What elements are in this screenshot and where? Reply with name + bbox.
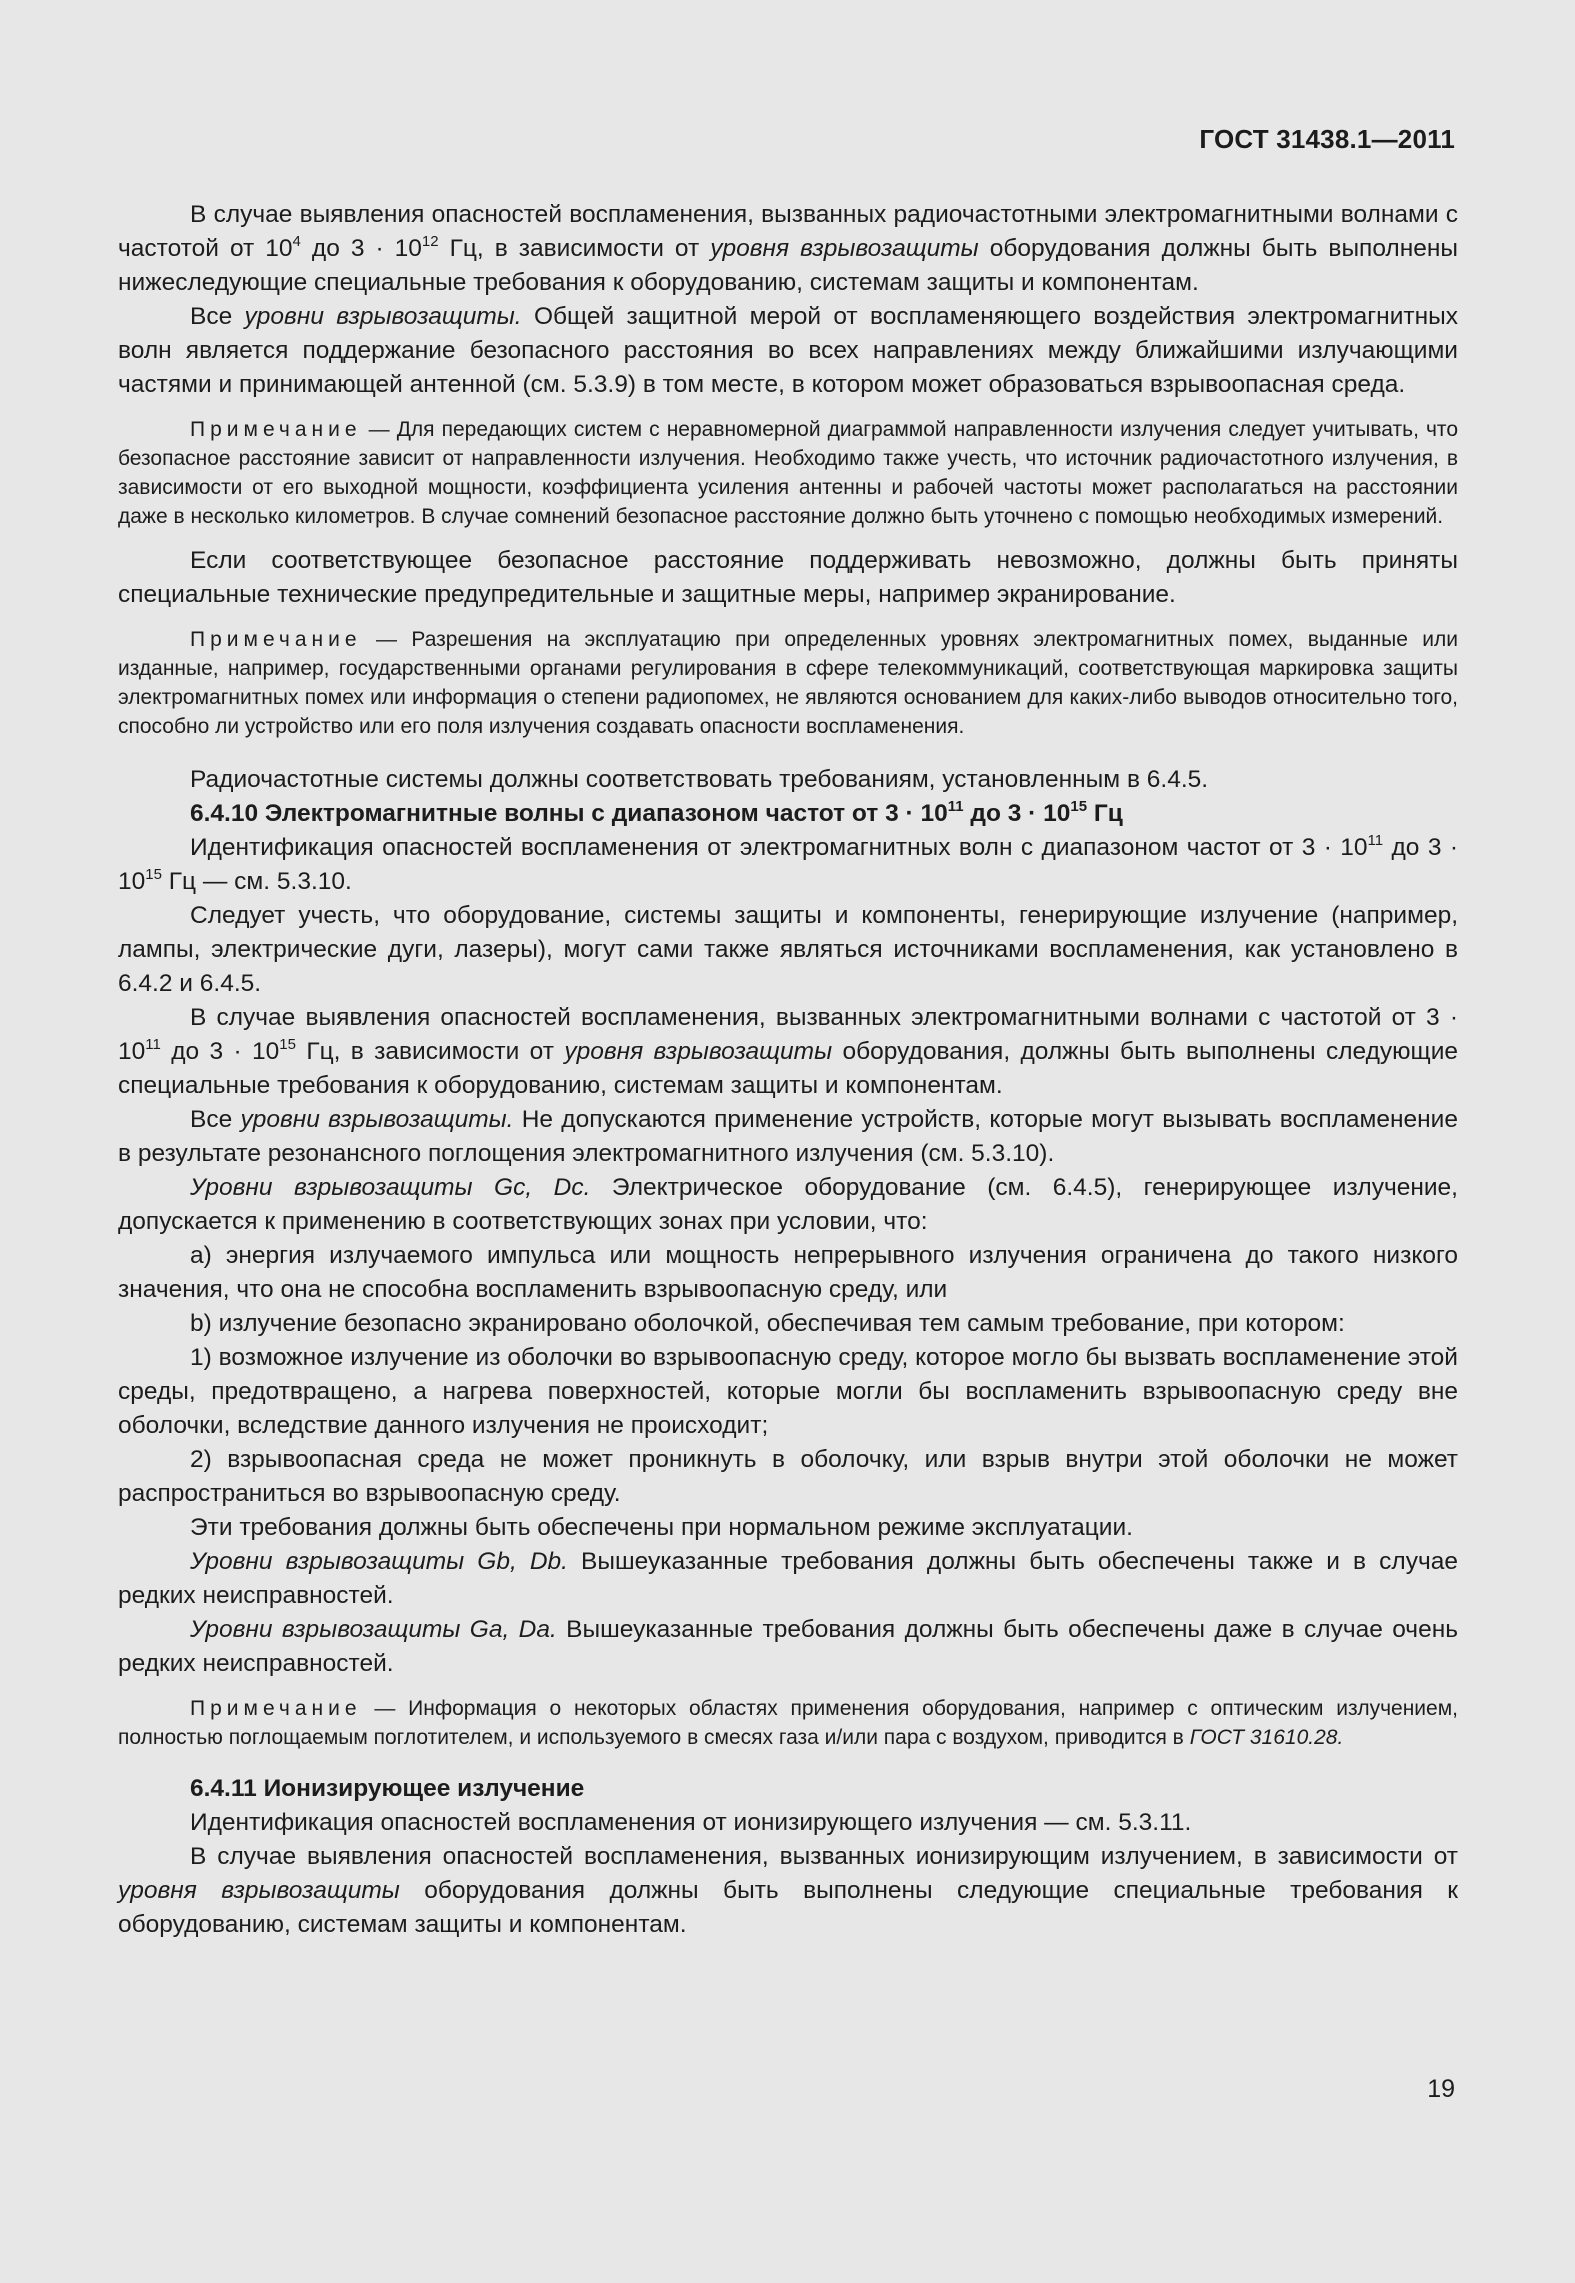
note: Примечание — Информация о некоторых областях применения оборудования, например с оптическим излучением, полностью поглощаемым поглотителем, и используемого в смесях газа и/или пара с воздухом, приводится в ГОСТ 31610.28. (118, 1697, 1458, 1749)
page-number: 19 (1427, 2075, 1455, 2103)
page-body (118, 198, 1458, 1942)
list-item: b) излучение безопасно экранировано оболочкой, обеспечивая тем самым требование, при котором: (190, 1310, 1345, 1337)
paragraph: Все уровни взрывозащиты. Общей защитной мерой от воспламеняющего воздействия электромагнитных волн является поддержание безопасного расстояния во всех направлениях между ближайшими излучающими частями и принимающей антенной (см. 5.3.9) в том месте, в котором может образоваться взрывоопасная среда. (118, 303, 1459, 398)
document-header: ГОСТ 31438.1—2011 (1199, 124, 1455, 154)
note-label: Примечание (190, 418, 362, 441)
paragraph: В случае выявления опасностей воспламенения, вызванных радиочастотными электромагнитными волнами с частотой от $10^4$ до $3 \cdot 10^{12}$ Гц, в зависимости от уровня взрывозащиты оборудования должны быть выполнены нижеследующие специальные требования к оборудованию, системам защиты и компонентам. (118, 201, 1459, 296)
section-heading: 6.4.10 Электромагнитные волны с диапазоном частот от $3 \cdot 10^{11}$ до $3 \cdot 10^{15}$ Гц (190, 798, 1123, 827)
paragraph: Идентификация опасностей воспламенения от ионизирующего излучения — см. 5.3.11. (190, 1809, 1192, 1836)
note-label: Примечание (190, 628, 362, 651)
paragraph: Эти требования должны быть обеспечены при нормальном режиме эксплуатации. (190, 1514, 1133, 1541)
paragraph: Уровни взрывозащиты Ga, Da. Вышеуказанные требования должны быть обеспечены даже в случае очень редких неисправностей. (118, 1616, 1458, 1677)
paragraph: Все уровни взрывозащиты. Не допускаются применение устройств, которые могут вызывать воспламенение в результате резонансного поглощения электромагнитного излучения (см. 5.3.10). (118, 1106, 1458, 1167)
note: Примечание — Разрешения на эксплуатацию при определенных уровнях электромагнитных помех, выданные или изданные, например, государственными органами регулирования в сфере телекоммуникаций, соответствующая маркировка защиты электромагнитных помех или информация о степени радиопомех, не являются основанием для каких-либо выводов относительно того, способно ли устройство или его поля излучения создавать опасности воспламенения. (118, 628, 1458, 738)
paragraph: В случае выявления опасностей воспламенения, вызванных электромагнитными волнами с частотой от $3 \cdot 10^{11}$ до $3 \cdot 10^{15}$ Гц, в зависимости от уровня взрывозащиты оборудования, должны быть выполнены следующие специальные требования к оборудованию, системам защиты и компонентам. (118, 1004, 1459, 1099)
note: Примечание — Для передающих систем с неравномерной диаграммой направленности излучения следует учитывать, что безопасное расстояние зависит от направленности излучения. Необходимо также учесть, что источник радиочастотного излучения, в зависимости от его выходной мощности, коэффициента усиления антенны и рабочей частоты может располагаться на расстоянии даже в несколько километров. В случае сомнений безопасное расстояние должно быть уточнено с помощью необходимых измерений. (118, 418, 1458, 528)
paragraph: Уровни взрывозащиты Gc, Dc. Электрическое оборудование (см. 6.4.5), генерирующее излучение, допускается к применению в соответствующих зонах при условии, что: (118, 1174, 1458, 1235)
paragraph: Идентификация опасностей воспламенения от электромагнитных волн с диапазоном частот от $3 \cdot 10^{11}$ до $3 \cdot 10^{15}$ Гц — см. 5.3.10. (118, 832, 1458, 895)
paragraph: Следует учесть, что оборудование, системы защиты и компоненты, генерирующие излучение (например, лампы, электрические дуги, лазеры), могут сами также являться источниками воспламенения, как установлено в 6.4.2 и 6.4.5. (118, 902, 1458, 997)
paragraph: Радиочастотные системы должны соответствовать требованиям, установленным в 6.4.5. (190, 766, 1209, 793)
list-item: 1) возможное излучение из оболочки во взрывоопасную среду, которое могло бы вызвать воспламенение этой среды, предотвращено, а нагрева поверхностей, которые могли бы воспламенить взрывоопасную среду вне оболочки, вследствие данного излучения не происходит; (118, 1344, 1458, 1439)
note-label: Примечание (190, 1697, 362, 1720)
paragraph: Уровни взрывозащиты Gb, Db. Вышеуказанные требования должны быть обеспечены также и в случае редких неисправностей. (118, 1548, 1458, 1609)
list-item: a) энергия излучаемого импульса или мощность непрерывного излучения ограничена до такого низкого значения, что она не способна воспламенить взрывоопасную среду, или (118, 1242, 1458, 1303)
paragraph: В случае выявления опасностей воспламенения, вызванных ионизирующим излучением, в зависимости от уровня взрывозащиты оборудования должны быть выполнены следующие специальные требования к оборудованию, системам защиты и компонентам. (118, 1843, 1458, 1938)
list-item: 2) взрывоопасная среда не может проникнуть в оболочку, или взрыв внутри этой оболочки не может распространиться во взрывоопасную среду. (118, 1446, 1458, 1507)
paragraph: Если соответствующее безопасное расстояние поддерживать невозможно, должны быть приняты специальные технические предупредительные и защитные меры, например экранирование. (118, 547, 1458, 608)
section-heading: 6.4.11 Ионизирующее излучение (190, 1775, 585, 1802)
